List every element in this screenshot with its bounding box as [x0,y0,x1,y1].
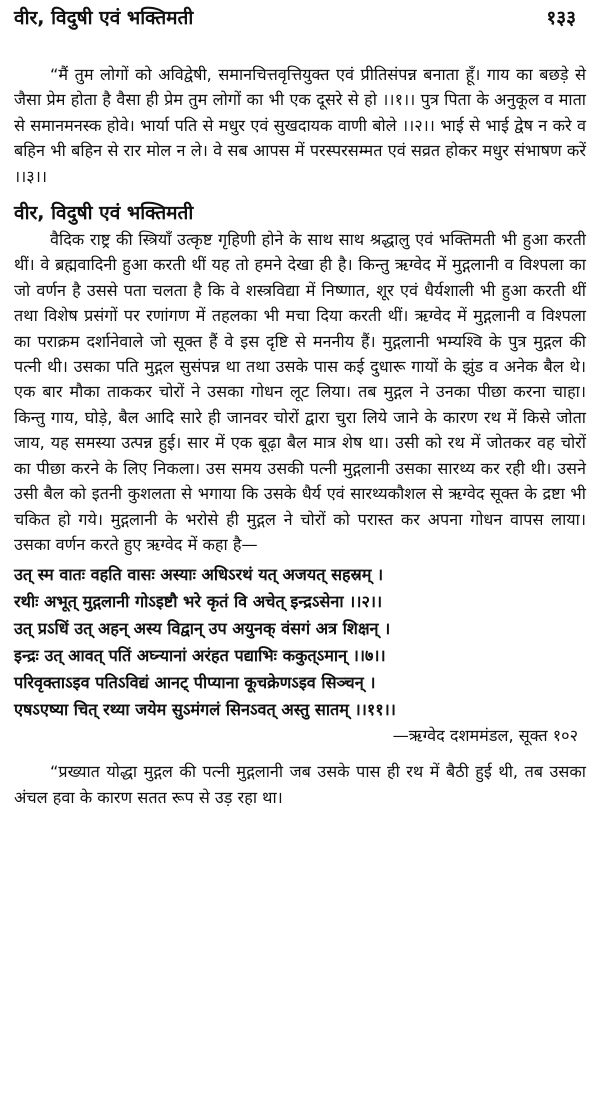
page-header [14,4,586,34]
verse-line: रथीः अभूत् मुद्गलानी गोऽइष्टौ भरे कृतं वि अचेत् इन्द्रऽसेना ।।२।। [14,592,383,612]
verse-block [14,561,586,723]
verse-line: परिवृक्ताऽइव पतिऽविद्यं आनट् पीप्याना कूचक्रेणऽइव सिञ्चन् । [14,673,376,693]
verse-citation: —ऋग्वेद दशममंडल, सूक्त १०२ [392,726,578,746]
closing-paragraph: “प्रख्यात योद्धा मुद्गल की पत्नी मुद्गलानी जब उसके पास ही रथ में बैठी हुई थी, तब उसका अंचल हवा के कारण सतत रूप से उड़ रहा था। [14,762,586,807]
verse-line: उत् स्म वातः वहति वासः अस्याः अधिऽरथं यत् अजयत् सहस्रम् । [14,565,384,585]
section-body: वैदिक राष्ट्र की स्त्रियाँ उत्कृष्ट गृहिणी होने के साथ साथ श्रद्धालु एवं भक्तिमती भी हुआ करती थीं। वे ब्रह्मवादिनी हुआ करती थीं यह तो हमने देखा ही है। किन्तु ऋग्वेद में मुद्गलानी व विश्पला का जो वर्णन है उससे पता चलता है कि वे शस्त्रविद्या में निष्णात, शूर एवं धैर्यशाली भी हुआ करती थीं तथा विशेष प्रसंगों पर रणांगण में तहलका भी मचा दिया करती थीं। ऋग्वेद में मुद्गलानी व विश्पला का पराक्रम दर्शानेवाले जो सूक्त हैं वे इस दृष्टि से मननीय हैं। मुद्गलानी भम्यश्वि के पुत्र मुद्गल की पत्नी थी। उसका पति मुद्गल सुसंपन्न था तथा उसके पास कई दुधारू गायों के झुंड व अनेक बैल थे। एक बार मौका ताककर चोरों ने उसका गोधन लूट लिया। तब मुद्गल ने उनका पीछा करना चाहा। किन्तु गाय, घोड़े, बैल आदि सारे ही जानवर चोरों द्वारा चुरा लिये जाने के कारण रथ में किसे जोता जाय, यह समस्या उत्पन्न हुई। सार में एक बूढ़ा बैल मात्र शेष था। उसी को रथ में जोतकर वह चोरों का पीछा करने के लिए निकला। उस समय उसकी पत्नी मुद्गलानी उसका सारथ्य कर रही थी। उसने उसी बैल को इतनी कुशलता से भगाया कि उसके धैर्य एवं सारथ्यकौशल से ऋग्वेद सूक्त के द्रष्टा भी चकित हो गये। मुद्गलानी के भरोसे ही मुद्गल ने चोरों को परास्त कर अपना गोधन वापस लाया। उसका वर्णन करते हुए ऋग्वेद में कहा है— [14,230,586,554]
section-heading: वीर, विदुषी एवं भक्तिमती [14,202,194,225]
verse-line: एषऽएष्या चित् रथ्या जयेम सुऽमंगलं सिनऽवत् अस्तु सातम् ।।११।। [14,700,396,720]
running-title: वीर, विदुषी एवं भक्तिमती [14,7,194,29]
page-number: १३३ [546,7,576,29]
verse-line: इन्द्रः उत् आवत् पतिं अघ्न्यानां अरंहत पद्याभिः ककुत्ऽमान् ।।७।। [14,646,386,666]
intro-paragraph: “मैं तुम लोगों को अविद्वेषी, समानचित्तवृत्तियुक्त एवं प्रीतिसंपन्न बनाता हूँ। गाय का बछड़े से जैसा प्रेम होता है वैसा ही प्रेम तुम लोगों का भी एक दूसरे से हो ।।१।। पुत्र पिता के अनुकूल व माता से समानमनस्क होवे। भार्या पति से मधुर एवं सुखदायक वाणी बोले ।।२।। भाई से भाई द्वेष न करे व बहिन भी बहिन से रार मोल न ले। वे सब आपस में परस्परसम्मत एवं सव्रत होकर मधुर संभाषण करें ।।३।। [14,65,586,186]
verse-line: उत् प्रऽधिं उत् अहन् अस्य विद्वान् उप अयुनक् वंसगं अत्र शिक्षन् । [14,619,391,639]
